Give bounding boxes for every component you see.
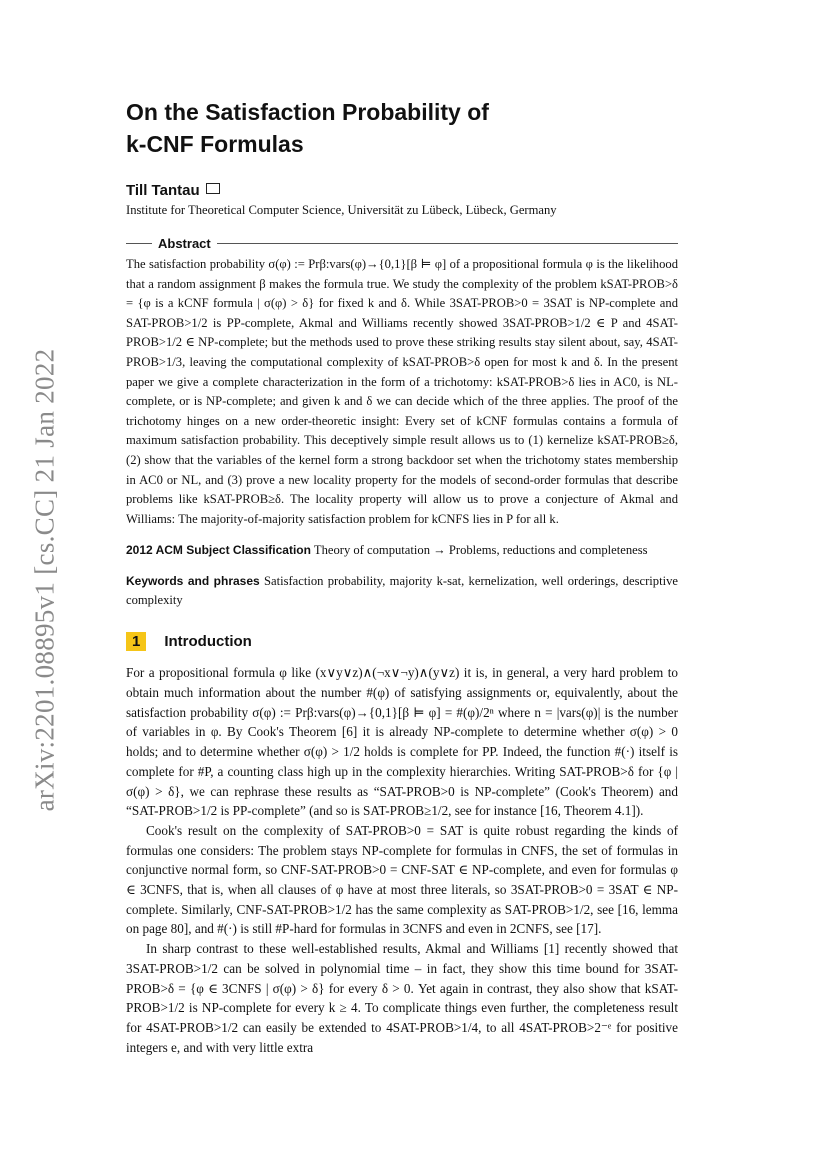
title-line-1: On the Satisfaction Probability of (126, 99, 489, 125)
section-heading (126, 632, 678, 651)
arxiv-sidebar-stamp (28, 340, 62, 820)
acm-classification (126, 541, 678, 560)
abstract-body (126, 255, 678, 529)
paragraph: For a propositional formula φ like (x∨y∨z)∧(¬x∨¬y)∧(y∨z) it is, in general, a very hard problem to obtain much information about the number #(φ) of satisfying assignments or, equivalently, about the satisfaction probability σ(φ) := Prβ:vars(φ)→{0,1}[β ⊨ φ] = #(φ)/2ⁿ where n = |vars(φ)| is the number of variables in φ. By Cook's Theorem [6] it is already NP-complete to determine whether σ(φ) > 0 holds; and to determine whether σ(φ) > 1/2 holds is complete for PP. Indeed, the function #(·) itself is complete for #P, a counting class high up in the complexity hierarchies. Writing SAT-PROB>δ for {φ | σ(φ) > δ}, we can rephrase these results as “SAT-PROB>0 is NP-complete” (Cook's Theorem) and “SAT-PROB>1/2 is PP-complete” (and so is SAT-PROB≥1/2, see for instance [16, Theorem 4.1]). (126, 665, 678, 819)
section-number: 1 (126, 632, 146, 651)
paragraph: In sharp contrast to these well-established results, Akmal and Williams [1] recently showed that 3SAT-PROB>1/2 can be solved in polynomial time – in fact, they show this time bound for 3SAT-PROB>δ = {φ ∈ 3CNFS | σ(φ) > δ} for every δ > 0. Yet again in contrast, they also show that kSAT-PROB>1/2 is NP-complete for every k ≥ 4. To complicate things even further, the completeness result for 4SAT-PROB>1/2 can easily be extended to 4SAT-PROB>1/4, to all 4SAT-PROB>2⁻ᵉ for positive integers e, and with very little extra (126, 941, 678, 1055)
section-title: Introduction (164, 633, 252, 651)
title-line-2: k-CNF Formulas (126, 131, 304, 157)
keywords-value: Satisfaction probability, majority k-sat, kernelization, well orderings, descriptive complexity (126, 574, 678, 608)
paper-page (126, 96, 678, 1057)
keywords-label: Keywords and phrases (126, 574, 260, 589)
affiliation: Institute for Theoretical Computer Science, Universität zu Lübeck, Lübeck, Germany (126, 203, 557, 217)
abstract-rule-left (126, 243, 152, 244)
keywords (126, 572, 678, 610)
author-name: Till Tantau (126, 182, 200, 199)
abstract-heading (126, 236, 678, 251)
arxiv-identifier: arXiv:2201.08895v1 [cs.CC] 21 Jan 2022 (29, 348, 60, 812)
introduction-body (126, 663, 678, 1057)
abstract-heading-label: Abstract (158, 236, 211, 251)
abstract-text: The satisfaction probability σ(φ) := Prβ:vars(φ)→{0,1}[β ⊨ φ] of a propositional formula φ is the likelihood that a random assignment β makes the formula true. We study the complexity of the problem kSAT-PROB>δ = {φ is a kCNF formula | σ(φ) > δ} for fixed k and δ. While 3SAT-PROB>0 = 3SAT is NP-complete and SAT-PROB>1/2 is PP-complete, Akmal and Williams recently showed 3SAT-PROB>1/2 ∈ P and 4SAT-PROB>1/2 ∈ NP-complete; but the methods used to prove these striking results stay silent about, say, 4SAT-PROB>1/3, leaving the computational complexity of kSAT-PROB>δ open for most k and δ. In the present paper we give a complete characterization in the form of a trichotomy: kSAT-PROB>δ lies in AC0, is NL-complete, or is NP-complete; and given k and δ we can decide which of the three applies. The proof of the trichotomy hinges on a new order-theoretic insight: Every set of kCNF formulas contains a formula of maximum satisfaction probability. This deceptively simple result allows us to (1) kernelize kSAT-PROB≥δ, (2) show that the variables of the kernel form a strong backdoor set when the trichotomy states membership in AC0 or NL, and (3) prove a new locality property for the models of second-order formulas that describe problems like kSAT-PROB≥δ. The locality property will allow us to prove a conjecture of Akmal and Williams: The majority-of-majority satisfaction problem for kCNFS lies in P for all k. (126, 257, 678, 526)
abstract-rule-right (217, 243, 678, 244)
acm-label: 2012 ACM Subject Classification (126, 543, 311, 558)
paragraph: Cook's result on the complexity of SAT-PROB>0 = SAT is quite robust regarding the kinds of formulas one considers: The problem stays NP-complete for formulas in CNFS, the set of formulas in conjunctive normal form, so CNF-SAT-PROB>0 = CNF-SAT ∈ NP-complete, and even for formulas φ ∈ 3CNFS, that is, when all clauses of φ have at most three literals, so 3SAT-PROB>0 = 3SAT ∈ NP-complete. Similarly, CNF-SAT-PROB>1/2 has the same complexity as SAT-PROB>1/2, see [16, lemma on page 80], and #(·) is still #P-hard for formulas in 3CNFS and even in 2CNFS, see [17]. (126, 822, 678, 937)
acm-value: Theory of computation → Problems, reductions and completeness (313, 543, 648, 558)
author-line (126, 182, 678, 199)
paper-title (126, 96, 678, 160)
envelope-icon[interactable] (206, 183, 220, 194)
